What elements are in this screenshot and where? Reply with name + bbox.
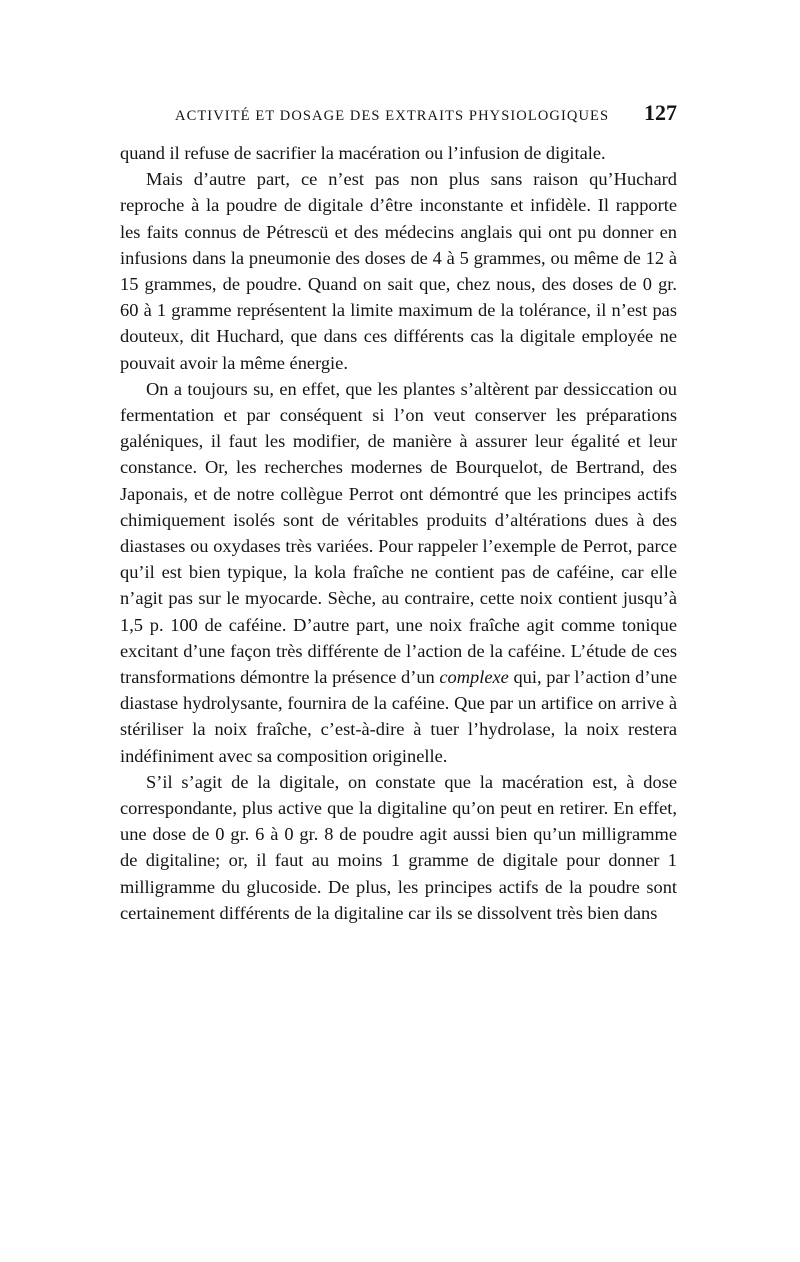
paragraph-digitale: S’il s’agit de la digitale, on constate que la macération est, à dose correspondante, plus active que la digitaline qu’on peut en retirer. En effet, une dose de 0 gr. 6 à 0 gr. 8 de poudre agit aussi bien qu’un milligramme de digitaline; or, il faut au moins 1 gramme de digitale pour donner 1 milligramme du glucoside. De plus, les principes actifs de la poudre sont certainement différents de la digitaline car ils se dissolvent très bien dans [120,771,677,923]
running-title: ACTIVITÉ ET DOSAGE DES EXTRAITS PHYSIOLOGIQUES [175,108,610,124]
paragraph-huchard: Mais d’autre part, ce n’est pas non plus sans raison qu’Huchard reproche à la poudre de digitale d’être inconstante et infidèle. Il rapporte les faits connus de Pétrescü et des médecins anglais qui ont pu donner en infusions dans la pneumonie des doses de 4 à 5 grammes, ou même de 12 à 15 grammes, de poudre. Quand on sait que, chez nous, des doses de 0 gr. 60 à 1 gramme représentent la limite maximum de la tolérance, il n’est pas douteux, dit Huchard, que dans ces différents cas la digitale employée ne pouvait avoir la même énergie. [120,169,677,373]
running-head [175,100,677,140]
paragraph-alteration [120,376,677,769]
paragraph-alteration-part-1: On a toujours su, en effet, que les plantes s’altèrent par dessiccation ou fermentation et par conséquent si l’on veut conserver les préparations galéniques, il faut les modifier, de manière à assurer leur égalité et leur constance. Or, les recherches modernes de Bourquelot, de Bertrand, des Japonais, et de notre collègue Perrot ont démontré que les principes actifs chimiquement isolés sont de véritables produits d’altérations dues à des diastases ou oxydases très variées. Pour rappeler l’exemple de Perrot, parce qu’il est bien typique, la kola fraîche ne contient pas de caféine, car elle n’agit pas sur le myocarde. Sèche, au contraire, cette noix contient jusqu’à 1,5 p. 100 de caféine. D’autre part, une noix fraîche agit comme tonique excitant d’une façon très différente de l’action de la caféine. L’étude de ces transformations démontre la présence d’un [120,378,677,688]
paragraph-alteration-part-2: qui, par l’action d’une diastase hydrolysante, fournira de la caféine. Que par un artifice on arrive à stériliser la noix fraîche, c’est-à-dire à tuer l’hydrolase, la noix restera indéfiniment avec sa composition originelle. [120,667,678,766]
book-page [120,100,677,926]
emphasis-complexe: complexe [439,667,509,688]
body-text [120,140,677,926]
paragraph-continued: quand il refuse de sacrifier la macération ou l’infusion de digitale. [120,143,606,163]
page-number: 127 [644,100,677,125]
